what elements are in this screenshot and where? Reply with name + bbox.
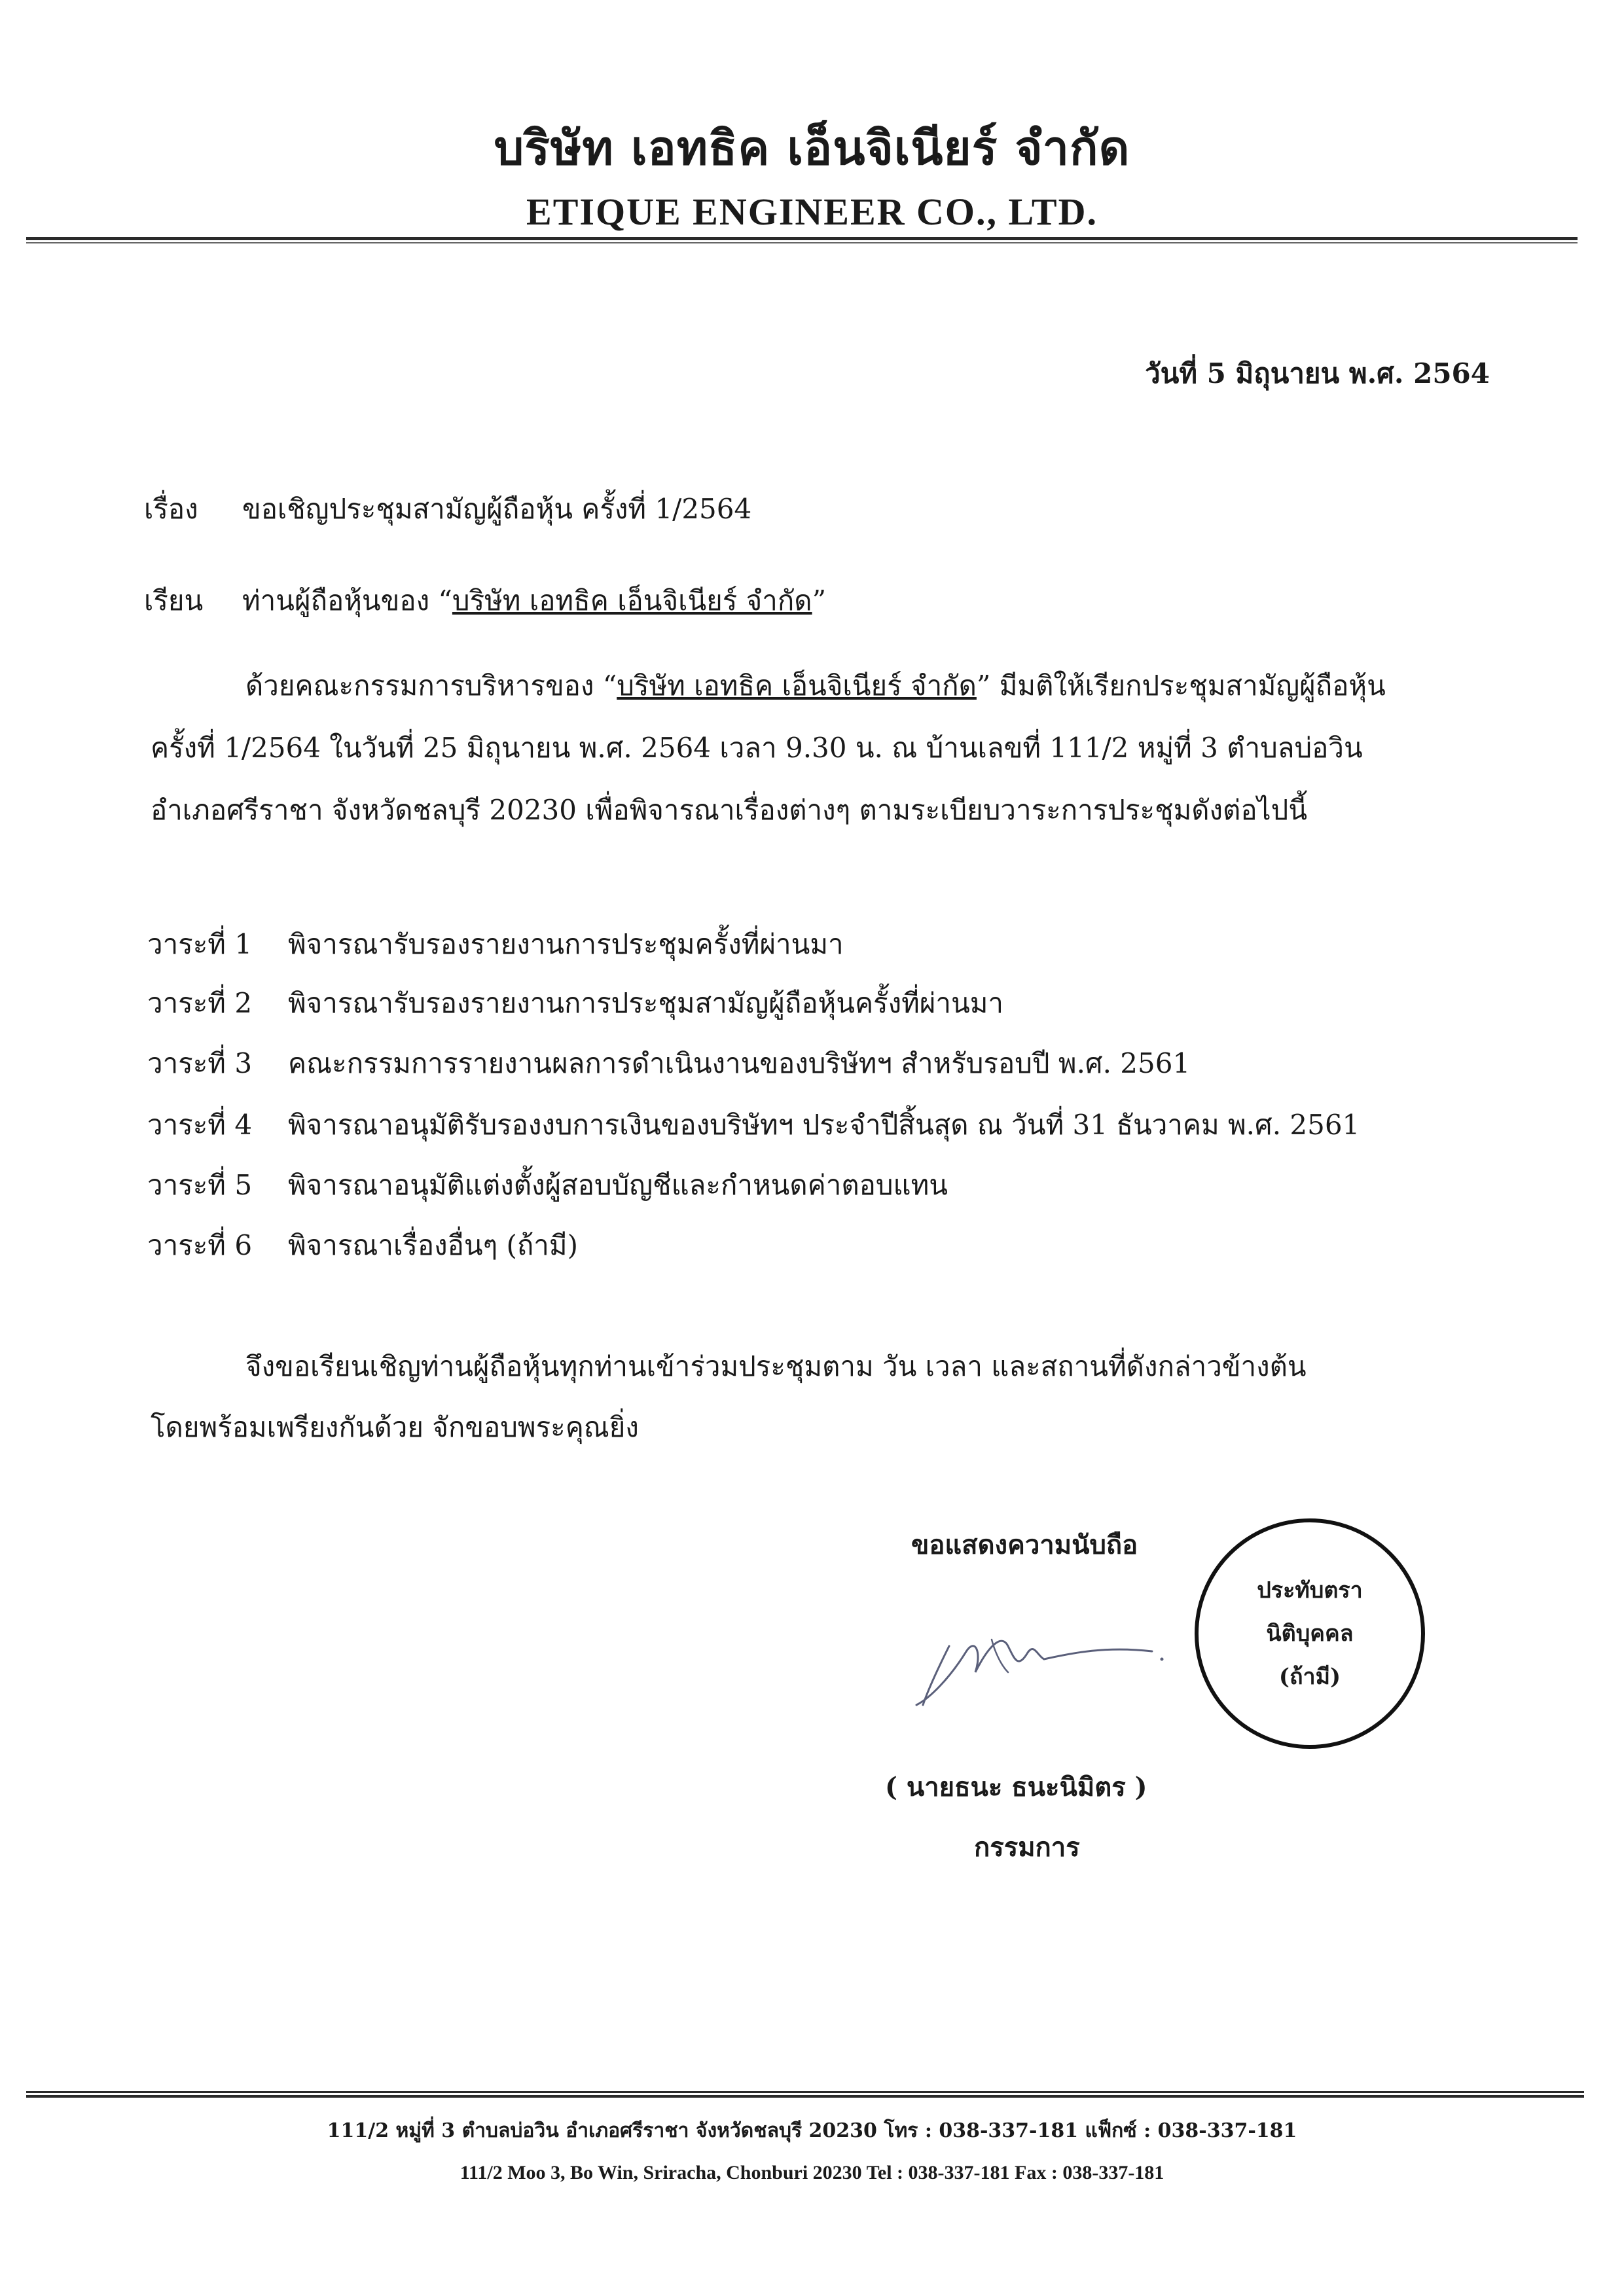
agenda-item [147, 982, 1003, 1025]
handwritten-signature [903, 1607, 1165, 1718]
closing-line-1: จึงขอเรียนเชิญท่านผู้ถือหุ้นทุกท่านเข้าร่วมประชุมตาม วัน เวลา และสถานที่ดังกล่าวข้างต้น [245, 1350, 1307, 1382]
agenda-item [147, 1042, 1190, 1085]
agenda-text: คณะกรรมการรายงานผลการดำเนินงานของบริษัทฯ สำหรับรอบปี พ.ศ. 2561 [288, 1047, 1191, 1079]
footer-address-english: 111/2 Moo 3, Bo Win, Sriracha, Chonburi 20230 Tel : 038-337-181 Fax : 038-337-181 [460, 2162, 1164, 2183]
body-line-1 [245, 664, 1386, 708]
agenda-item [147, 1103, 1360, 1147]
agenda-label: วาระที่ 1 [147, 928, 253, 960]
signer-name: ( นายธนะ ธนะนิมิตร ) [885, 1772, 1147, 1803]
body-line-1-suffix: ” มีมติให้เรียกประชุมสามัญผู้ถือหุ้น [976, 670, 1386, 702]
agenda-label: วาระที่ 5 [147, 1169, 253, 1201]
seal-line: นิติบุคคล [1266, 1621, 1354, 1647]
body-line-3: อำเภอศรีราชา จังหวัดชลบุรี 20230 เพื่อพิจารณาเรื่องต่างๆ ตามระเบียบวาระการประชุมดังต่อไปนี้ [151, 794, 1308, 826]
agenda-label: วาระที่ 3 [147, 1047, 253, 1079]
letter-date: วันที่ 5 มิถุนายน พ.ศ. 2564 [1145, 357, 1490, 389]
agenda-text: พิจารณารับรองรายงานการประชุมครั้งที่ผ่านมา [288, 928, 844, 960]
agenda-label: วาระที่ 2 [147, 987, 253, 1019]
agenda-text: พิจารณาอนุมัติรับรองงบการเงินของบริษัทฯ ประจำปีสิ้นสุด ณ วันที่ 31 ธันวาคม พ.ศ. 2561 [288, 1109, 1360, 1141]
agenda-label: วาระที่ 4 [147, 1109, 253, 1141]
footer-address-thai: 111/2 หมู่ที่ 3 ตำบลบ่อวิน อำเภอศรีราชา จังหวัดชลบุรี 20230 โทร : 038-337-181 แฟ็กซ์ : 038-337-181 [327, 2119, 1297, 2142]
recipient-company: บริษัท เอทธิค เอ็นจิเนียร์ จำกัด [452, 584, 812, 617]
recipient-prefix: ท่านผู้ถือหุ้นของ “ [242, 584, 452, 617]
body-line-2: ครั้งที่ 1/2564 ในวันที่ 25 มิถุนายน พ.ศ. 2564 เวลา 9.30 น. ณ บ้านเลขที่ 111/2 หมู่ที่ 3 ตำบลบ่อวิน [151, 732, 1363, 764]
company-name-english: ETIQUE ENGINEER CO., LTD. [526, 190, 1098, 233]
recipient-label: เรียน [144, 584, 204, 617]
agenda-item [147, 1164, 948, 1207]
agenda-item [147, 923, 844, 966]
company-seal-placeholder [1195, 1518, 1425, 1749]
recipient-suffix: ” [812, 584, 827, 617]
subject-label: เรื่อง [144, 493, 198, 525]
agenda-item [147, 1224, 578, 1267]
closing-regards: ขอแสดงความนับถือ [911, 1530, 1138, 1560]
closing-line-2: โดยพร้อมเพรียงกันด้วย จักขอบพระคุณยิ่ง [151, 1411, 639, 1443]
recipient-text [242, 579, 826, 622]
agenda-label: วาระที่ 6 [147, 1229, 253, 1261]
footer-divider [26, 2091, 1584, 2098]
signer-title: กรรมการ [974, 1832, 1080, 1863]
seal-line: (ถ้ามี) [1278, 1664, 1341, 1690]
header-divider [26, 237, 1578, 243]
body-line-1-company: บริษัท เอทธิค เอ็นจิเนียร์ จำกัด [617, 670, 977, 702]
seal-line: ประทับตรา [1257, 1577, 1363, 1604]
company-name-thai: บริษัท เอทธิค เอ็นจิเนียร์ จำกัด [494, 120, 1130, 175]
agenda-text: พิจารณาอนุมัติแต่งตั้งผู้สอบบัญชีและกำหนดค่าตอบแทน [288, 1169, 948, 1201]
agenda-text: พิจารณารับรองรายงานการประชุมสามัญผู้ถือหุ้นครั้งที่ผ่านมา [288, 987, 1003, 1019]
subject-text: ขอเชิญประชุมสามัญผู้ถือหุ้น ครั้งที่ 1/2564 [242, 493, 752, 525]
agenda-text: พิจารณาเรื่องอื่นๆ (ถ้ามี) [288, 1229, 578, 1261]
body-line-1-prefix: ด้วยคณะกรรมการบริหารของ “ [245, 670, 617, 702]
